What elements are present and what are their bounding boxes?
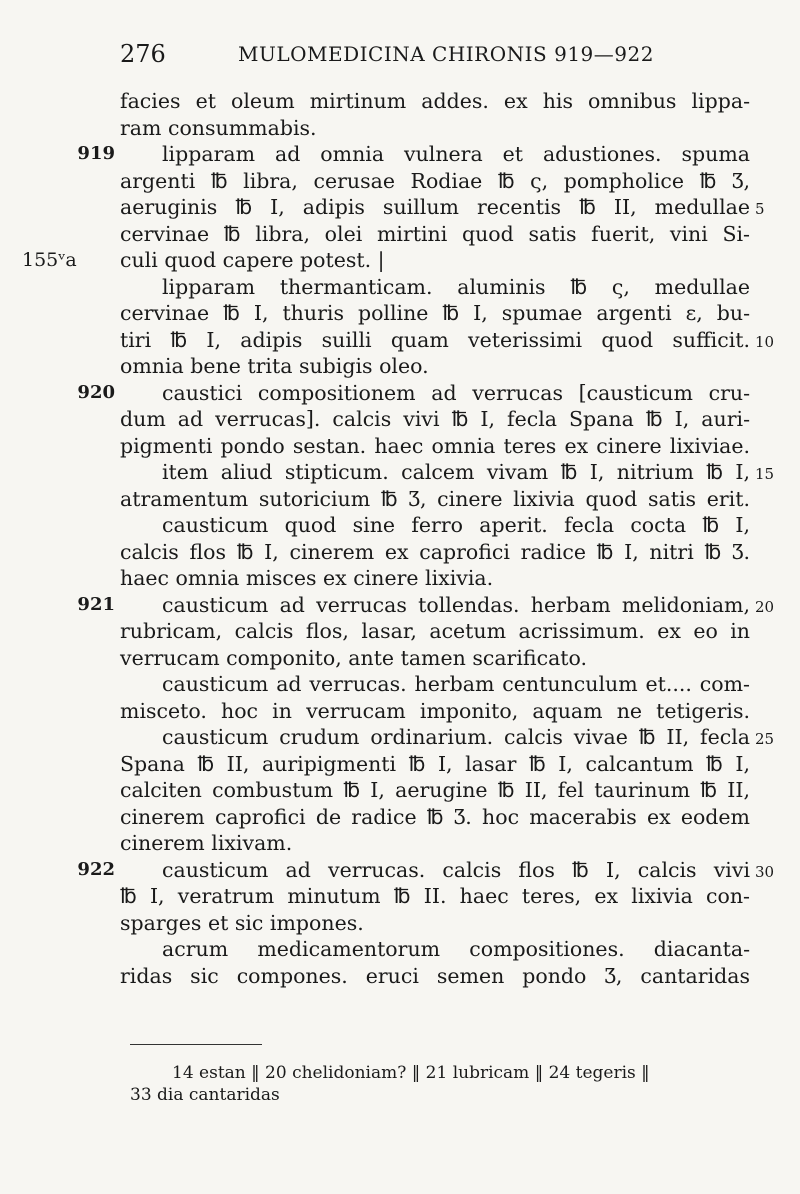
page-header [120, 40, 770, 70]
text-line: argenti ℔ libra, cerusae Rodiae ℔ ς, pompholice ℔ Ʒ, [120, 168, 750, 193]
text-line: facies et oleum mirtinum addes. ex his omnibus lippa- [120, 89, 750, 113]
line-number: 30 [755, 862, 775, 881]
line-number: 25 [755, 730, 775, 748]
line-number: 5 [755, 200, 765, 218]
text-line: acrum medicamentorum compositiones. diacanta- [162, 937, 750, 961]
text-line: culi quod capere potest. | [120, 248, 385, 272]
text-line: rubricam, calcis flos, lasar, acetum acrissimum. ex eo in [120, 619, 750, 643]
line-number: 10 [755, 332, 775, 351]
section-number: 921 [77, 593, 115, 615]
section-number: 919 [77, 143, 115, 164]
line-number: 20 [755, 597, 775, 616]
section-number: 920 [77, 381, 115, 403]
text-line: causticum crudum ordinarium. calcis vivae ℔ II, fecla [162, 725, 750, 749]
text-line: item aliud stipticum. calcem vivam ℔ I, nitrium ℔ I, [162, 460, 750, 484]
page-number: 276 [120, 40, 166, 68]
text-line: aeruginis ℔ I, adipis suillum recentis ℔ II, medullae [120, 195, 750, 219]
text-line: ℔ I, veratrum minutum ℔ II. haec teres, ex lixivia con- [120, 884, 750, 908]
folio-reference: 155ᵛa [22, 249, 77, 271]
text-line: Spana ℔ II, auripigmenti ℔ I, lasar ℔ I, calcantum ℔ I, [120, 751, 750, 776]
text-line: ridas sic compones. eruci semen pondo Ʒ, cantaridas [120, 963, 750, 988]
text-line: causticum ad verrucas. herbam centunculum et.... com- [162, 672, 750, 696]
text-line: pigmenti pondo sestan. haec omnia teres ex cinere lixiviae. [120, 433, 750, 458]
text-line: atramentum sutoricium ℔ Ʒ, cinere lixivia quod satis erit. [120, 486, 750, 511]
text-line: cinerem caprofici de radice ℔ Ʒ. hoc macerabis ex eodem [120, 804, 750, 829]
footnote-line: 33 dia cantaridas [130, 1085, 280, 1105]
text-line: cervinae ℔ I, thuris polline ℔ I, spumae argenti ε, bu- [120, 301, 750, 325]
section-number: 922 [77, 858, 115, 880]
text-line: lipparam ad omnia vulnera et adustiones. spuma [162, 142, 750, 166]
footnote-rule [130, 1044, 262, 1045]
text-line: causticum ad verrucas. calcis flos ℔ I, calcis vivi [162, 857, 750, 882]
text-line: dum ad verrucas]. calcis vivi ℔ I, fecla Spana ℔ I, auri- [120, 407, 750, 431]
text-line: verrucam componito, ante tamen scarificato. [120, 645, 588, 670]
text-line: tiri ℔ I, adipis suilli quam veterissimi quod sufficit. [120, 327, 750, 352]
text-line: cervinae ℔ libra, olei mirtini quod satis fuerit, vini Si- [120, 221, 750, 246]
text-line: sparges et sic impones. [120, 910, 364, 935]
text-line: causticum ad verrucas tollendas. herbam melidoniam, [162, 592, 750, 617]
text-line: ram consummabis. [120, 115, 317, 140]
text-line: haec omnia misces ex cinere lixivia. [120, 566, 494, 590]
text-line: omnia bene trita subigis oleo. [120, 354, 429, 378]
text-line: calcis flos ℔ I, cinerem ex caprofici radice ℔ I, nitri ℔ Ʒ. [120, 539, 750, 564]
line-number: 15 [755, 465, 775, 483]
text-line: caustici compositionem ad verrucas [causticum cru- [162, 380, 750, 405]
text-line: misceto. hoc in verrucam imponito, aquam ne tetigeris. [120, 698, 750, 723]
text-line: calciten combustum ℔ I, aerugine ℔ II, fel taurinum ℔ II, [120, 778, 750, 802]
running-title: MULOMEDICINA CHIRONIS 919—922 [238, 42, 654, 66]
text-line: lipparam thermanticam. aluminis ℔ ς, medullae [162, 274, 750, 299]
footnote-line: 14 estan ‖ 20 chelidoniam? ‖ 21 lubricam ‖ 24 tegeris ‖ [172, 1063, 650, 1083]
text-line: causticum quod sine ferro aperit. fecla cocta ℔ I, [162, 513, 750, 537]
text-line: cinerem lixivam. [120, 831, 293, 855]
